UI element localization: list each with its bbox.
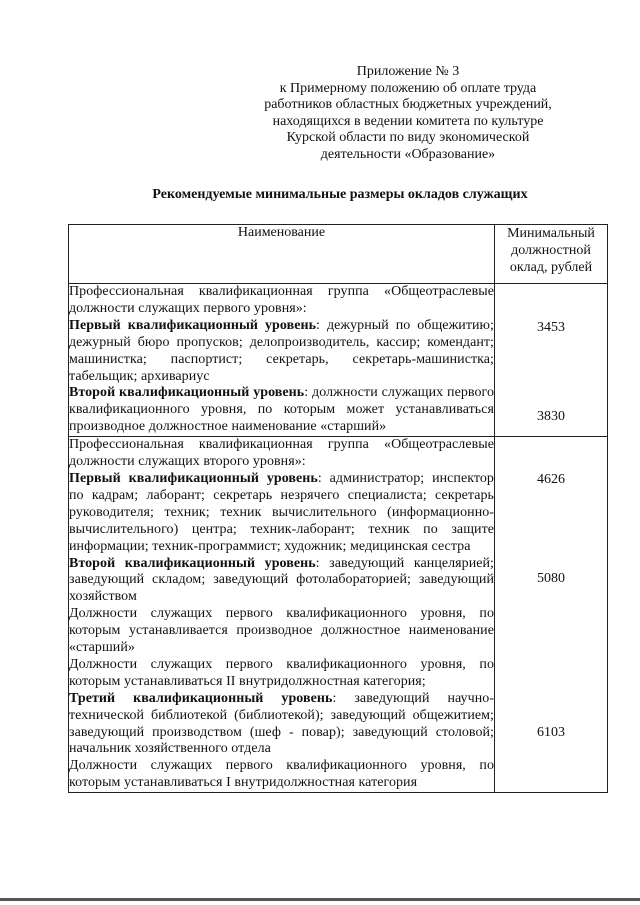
group2-salary-cell xyxy=(495,437,608,793)
table-row xyxy=(69,437,608,793)
salary-value: 3830 xyxy=(537,409,565,424)
group1-salary-cell xyxy=(495,284,608,437)
group1-title: Профессиональная квалификационная группа «Общеотраслевые должности служащих первого уровня»: xyxy=(69,284,494,316)
group1-level2 xyxy=(69,385,494,436)
salary-header-line: Минимальный xyxy=(507,226,595,241)
level-text: : должности служащих первого квалификационного уровня, по которым может устанавливаться производное должностное наименование «старший» xyxy=(69,385,495,435)
appendix-line: к Примерному положению об оплате труда xyxy=(279,80,537,96)
column-header-salary xyxy=(495,225,608,284)
appendix-line: работников областных бюджетных учреждений, xyxy=(264,97,552,113)
group2-level3 xyxy=(69,691,494,759)
salary-header-line: оклад, рублей xyxy=(509,260,593,275)
appendix-line: находящихся в ведении комитета по культуре xyxy=(272,113,544,129)
salary-value: 5080 xyxy=(537,571,565,587)
group1-level1 xyxy=(69,318,494,386)
salary-value: 6103 xyxy=(537,725,565,741)
level-text: : заведующий канцелярией; заведующий складом; заведующий фотолабораторией; заведующий хозяйством xyxy=(69,555,494,605)
group2-title: Профессиональная квалификационная группа «Общеотраслевые должности служащих второго уровня»: xyxy=(69,437,494,470)
level-text: : заведующий научно-технической библиотекой (библиотекой); заведующий общежитием; заведующий производством (шеф - повар); заведующий столовой; начальник хозяйственного отдела xyxy=(69,690,495,757)
column-header-name: Наименование xyxy=(69,225,495,284)
level-label: Третий квалификационный уровень xyxy=(69,690,333,706)
level-text: : дежурный по общежитию; дежурный бюро пропусков; делопроизводитель, кассир; комендант; машинистка; паспортист; секретарь, секретарь-машинистка; табельщик; архивариус xyxy=(69,317,494,384)
group1-cell xyxy=(69,284,495,437)
document-title: Рекомендуемые минимальные размеры окладов служащих xyxy=(152,187,528,202)
group2-note2: Должности служащих первого квалификационного уровня, по которым устанавливаться II внутридолжностная категория; xyxy=(69,656,494,689)
group2-note3: Должности служащих первого квалификационного уровня, по которым устанавливаться I внутридолжностная категория xyxy=(69,758,494,791)
group2-note1: Должности служащих первого квалификационного уровня, по которым устанавливается производное должностное наименование «старший» xyxy=(69,606,494,656)
level-label: Второй квалификационный уровень xyxy=(69,385,305,401)
table-row xyxy=(69,284,608,437)
salary-header-line: должностной xyxy=(511,243,591,258)
appendix-line: деятельности «Образование» xyxy=(320,146,496,162)
appendix-line: Курской области по виду экономической xyxy=(286,130,530,146)
salary-value: 4626 xyxy=(537,472,565,488)
group2-cell xyxy=(69,437,495,793)
level-label: Второй квалификационный уровень xyxy=(69,555,316,571)
level-label: Первый квалификационный уровень xyxy=(69,470,318,486)
level-label: Первый квалификационный уровень xyxy=(69,317,317,333)
table-header-row xyxy=(69,225,608,284)
appendix-header xyxy=(248,64,568,164)
appendix-line: Приложение № 3 xyxy=(356,64,460,79)
group2-level2 xyxy=(69,556,494,607)
salary-value: 3453 xyxy=(537,320,565,335)
salary-table xyxy=(68,224,608,793)
level-text: : администратор; инспектор по кадрам; лаборант; секретарь незрячего специалиста; секретарь руководителя; техник; техник вычислительного (информационно-вычислительного) центра; техник-лаборант; техник по защите информации; техник-программист; художник; медицинская сестра xyxy=(69,470,494,554)
group2-level1 xyxy=(69,471,494,556)
scan-edge-line xyxy=(0,898,640,901)
